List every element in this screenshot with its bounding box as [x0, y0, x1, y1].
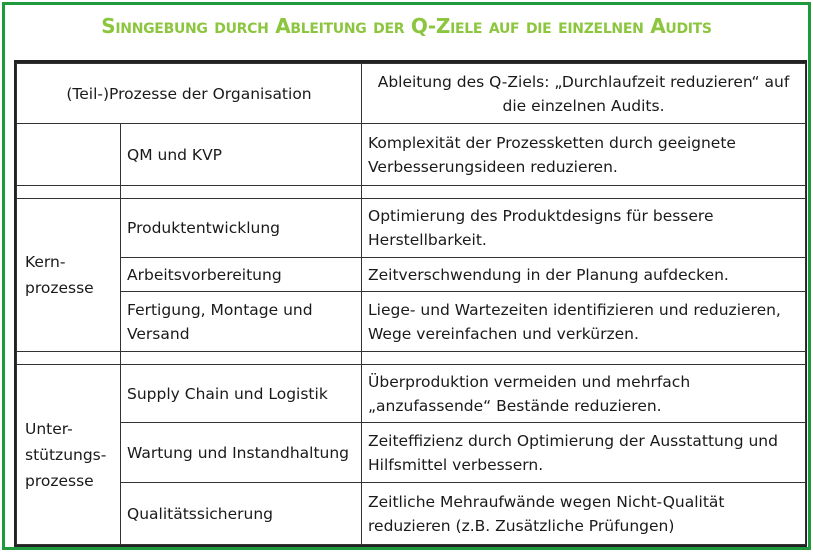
group-label-kernprozesse — [17, 199, 121, 352]
table-header-row — [17, 64, 806, 124]
spacer-row — [17, 352, 806, 365]
table-row — [17, 365, 806, 423]
table-row — [17, 423, 806, 483]
goal-cell: Komplexität der Prozessketten durch geeignete Verbesserungsideen reduzieren. — [362, 124, 806, 186]
goal-cell: Zeitverschwendung in der Planung aufdecken. — [362, 258, 806, 292]
page-frame — [2, 2, 811, 550]
goal-cell: Optimierung des Produktdesigns für bessere Herstellbarkeit. — [362, 199, 806, 258]
spacer-row — [17, 186, 806, 199]
table-row — [17, 199, 806, 258]
goal-cell: Liege- und Wartezeiten identifizieren und reduzieren, Wege vereinfachen und verkürzen. — [362, 292, 806, 352]
process-cell: Fertigung, Montage und Versand — [121, 292, 362, 352]
process-cell: QM und KVP — [121, 124, 362, 186]
table-row — [17, 483, 806, 545]
table-row — [17, 258, 806, 292]
process-cell: Wartung und Instandhaltung — [121, 423, 362, 483]
header-goal: Ableitung des Q-Ziels: „Durchlaufzeit reduzieren“ auf die einzelnen Audits. — [362, 64, 806, 124]
group-label-line: prozesse — [25, 471, 94, 490]
group-label-line: prozesse — [25, 279, 94, 297]
header-processes: (Teil-)Prozesse der Organisation — [17, 64, 362, 124]
goal-cell: Zeiteffizienz durch Optimierung der Ausstattung und Hilfsmittel verbessern. — [362, 423, 806, 483]
audit-table — [14, 60, 807, 547]
process-cell: Qualitätssicherung — [121, 483, 362, 545]
process-cell: Arbeitsvorbereitung — [121, 258, 362, 292]
group-label-line: stützungs- — [25, 445, 107, 464]
group-label-qm — [17, 124, 121, 186]
page-title: Sinngebung durch Ableitung der Q-Ziele auf die einzelnen Audits — [101, 14, 712, 38]
table-row — [17, 124, 806, 186]
goal-cell: Zeitliche Mehraufwände wegen Nicht-Qualität reduzieren (z.B. Zusätzliche Prüfungen) — [362, 483, 806, 545]
group-label-line: Kern- — [25, 253, 66, 271]
process-cell: Supply Chain und Logistik — [121, 365, 362, 423]
table-row — [17, 292, 806, 352]
goal-cell: Überproduktion vermeiden und mehrfach „anzufassende“ Bestände reduzieren. — [362, 365, 806, 423]
group-label-unterstuetzungsprozesse — [17, 365, 121, 545]
group-label-line: Unter- — [25, 419, 73, 438]
process-cell: Produktentwicklung — [121, 199, 362, 258]
